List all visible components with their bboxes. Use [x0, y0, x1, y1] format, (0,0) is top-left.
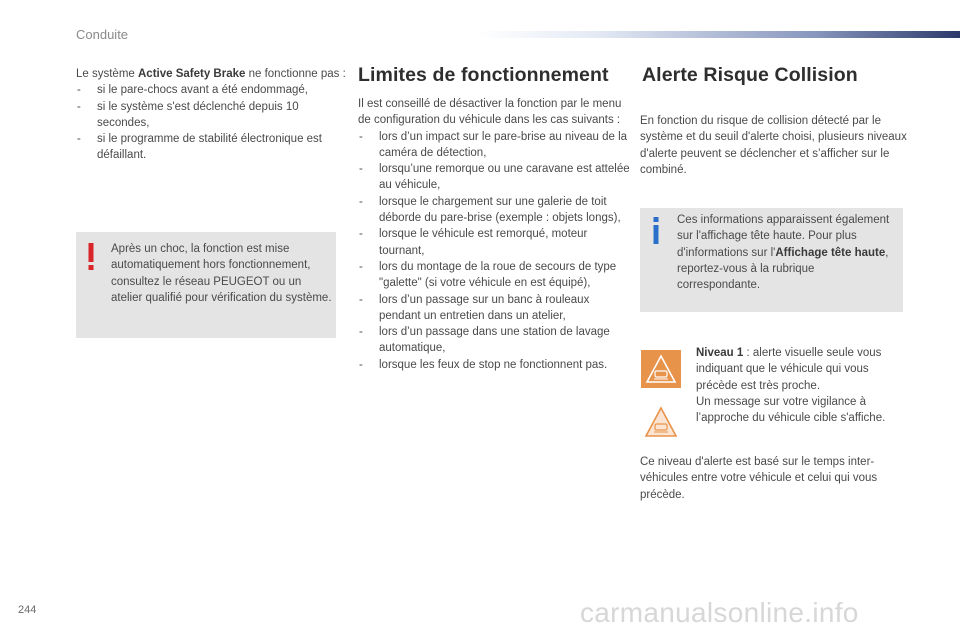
- column-3-footer: Ce niveau d'alerte est basé sur le temps inter-véhicules entre votre véhicule et celui qui vous précède.: [640, 456, 878, 501]
- list-item: - lorsque le chargement sur une galerie de toit déborde du pare-brise (exemple : objets longs),: [359, 195, 621, 225]
- section-header: Conduite: [76, 27, 129, 42]
- collision-alert-filled-icon: [641, 350, 681, 388]
- col2-intro: Il est conseillé de désactiver la fonction par le menu de configuration du véhicule dans les cas suivants :: [358, 98, 622, 127]
- collision-alert-outline-icon: [641, 403, 681, 441]
- level-1-description: Niveau 1 : alerte visuelle seule vous indiquant que le véhicule qui vous précède est très proche. Un message sur votre vigilance à l’approche du véhicule cible s'affiche.: [696, 347, 886, 425]
- warning-note-box: [76, 232, 336, 338]
- list-item: - si le programme de stabilité électronique est défaillant.: [77, 133, 323, 162]
- column-2: [358, 96, 630, 373]
- column-1: [76, 66, 346, 164]
- list-item: - lorsqu’une remorque ou une caravane est attelée au véhicule,: [359, 163, 630, 192]
- watermark: carmanualsonline.info: [580, 597, 859, 628]
- list-item: - si le pare-chocs avant a été endommagé,: [77, 84, 308, 97]
- header-gradient-bar: [478, 31, 960, 38]
- section-title-limits: Limites de fonctionnement: [358, 64, 609, 86]
- col1-intro: Le système Active Safety Brake ne fonctionne pas :: [76, 68, 346, 80]
- info-note-box: [640, 208, 903, 312]
- list-item: - lorsque le véhicule est remorqué, moteur tournant,: [359, 228, 588, 257]
- section-title-collision-alert: Alerte Risque Collision: [642, 64, 858, 86]
- info-icon: [650, 216, 662, 246]
- info-note-text: Ces informations apparaissent également sur l'affichage tête haute. Pour plus d'informations sur l'Affichage tête haute, reportez-vous à la rubrique correspondante.: [677, 214, 890, 292]
- page-number: 244: [18, 604, 37, 616]
- exclamation-icon: [85, 242, 97, 272]
- list-item: - lors d’un impact sur le pare-brise au niveau de la caméra de détection,: [359, 130, 628, 159]
- list-item: - si le système s'est déclenché depuis 10 secondes,: [77, 100, 299, 129]
- list-item: - lors d’un passage sur un banc à rouleaux pendant un entretien dans un atelier,: [359, 293, 590, 322]
- warning-note-text: Après un choc, la fonction est mise automatiquement hors fonctionnement, consultez le réseau PEUGEOT ou un atelier qualifié pour vérification du système.: [111, 243, 332, 304]
- list-item: - lors du montage de la roue de secours de type "galette" (si votre véhicule en est équipé),: [359, 260, 617, 290]
- list-item: - lors d’un passage dans une station de lavage automatique,: [359, 326, 610, 355]
- column-3-intro: En fonction du risque de collision détecté par le système et du seuil d'alerte choisi, plusieurs niveaux d'alerte peuvent se déclencher et s’afficher sur le combiné.: [640, 115, 907, 176]
- list-item: - lorsque les feux de stop ne fonctionnent pas.: [359, 358, 608, 371]
